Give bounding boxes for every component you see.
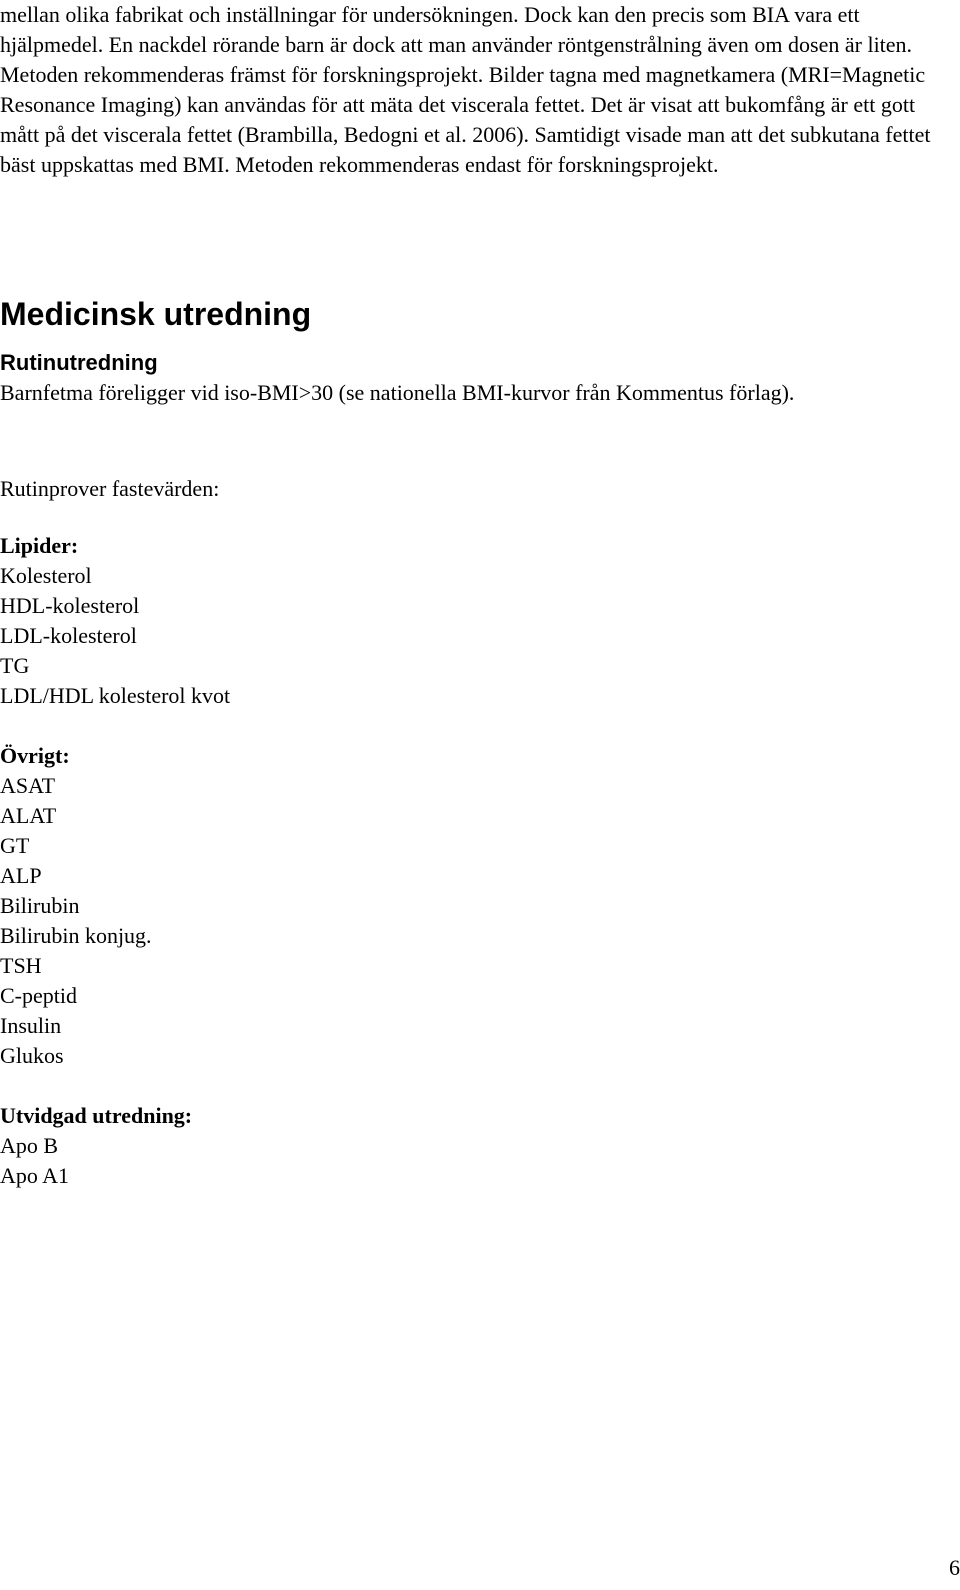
list-item: Glukos xyxy=(0,1043,64,1068)
section-paragraph: Barnfetma föreligger vid iso-BMI>30 (se nationella BMI-kurvor från Kommentus förlag). xyxy=(0,380,795,405)
list-item: Apo B xyxy=(0,1133,59,1158)
list-item: LDL/HDL kolesterol kvot xyxy=(0,683,231,708)
list-item: TSH xyxy=(0,953,42,978)
list-item: LDL-kolesterol xyxy=(0,623,137,648)
section-heading: Medicinsk utredning xyxy=(0,296,312,332)
list-item: Kolesterol xyxy=(0,563,92,588)
list-item: ALAT xyxy=(0,803,57,828)
list-item: HDL-kolesterol xyxy=(0,593,140,618)
list-item: C-peptid xyxy=(0,983,77,1008)
list-item: Insulin xyxy=(0,1013,62,1038)
page-number: 6 xyxy=(949,1555,960,1580)
lipider-label: Lipider: xyxy=(0,533,79,558)
list-item: Apo A1 xyxy=(0,1163,70,1188)
list-item: GT xyxy=(0,833,30,858)
list-item: Bilirubin konjug. xyxy=(0,923,152,948)
lipider-block xyxy=(0,531,230,711)
routine-tests-label: Rutinprover fastevärden: xyxy=(0,476,220,501)
intro-paragraph xyxy=(0,0,935,180)
list-item: ALP xyxy=(0,863,42,888)
list-item: ASAT xyxy=(0,773,56,798)
ovrigt-label: Övrigt: xyxy=(0,743,70,768)
list-item: TG xyxy=(0,653,30,678)
list-item: Bilirubin xyxy=(0,893,80,918)
utvidgad-label: Utvidgad utredning: xyxy=(0,1103,193,1128)
ovrigt-list xyxy=(0,771,152,1071)
lipider-list xyxy=(0,561,230,711)
utvidgad-block xyxy=(0,1101,192,1191)
intro-text: mellan olika fabrikat och inställningar för undersökningen. Dock kan den precis som BIA vara ett hjälpmedel. En nackdel rörande barn är dock att man använder röntgenstrålning även om dosen är liten. Metoden rekommenderas främst för forskningsprojekt. Bilder tagna med magnetkamera (MRI=Magnetic Resonance Imaging) kan användas för att mäta det viscerala fettet. Det är visat att bukomfång är ett gott mått på det viscerala fettet (Brambilla, Bedogni et al. 2006). Samtidigt visade man att det subkutana fettet bäst uppskattas med BMI. Metoden rekommenderas endast för forskningsprojekt. xyxy=(0,2,931,177)
utvidgad-list xyxy=(0,1131,192,1191)
section-subheading: Rutinutredning xyxy=(0,350,158,375)
ovrigt-block xyxy=(0,741,152,1071)
